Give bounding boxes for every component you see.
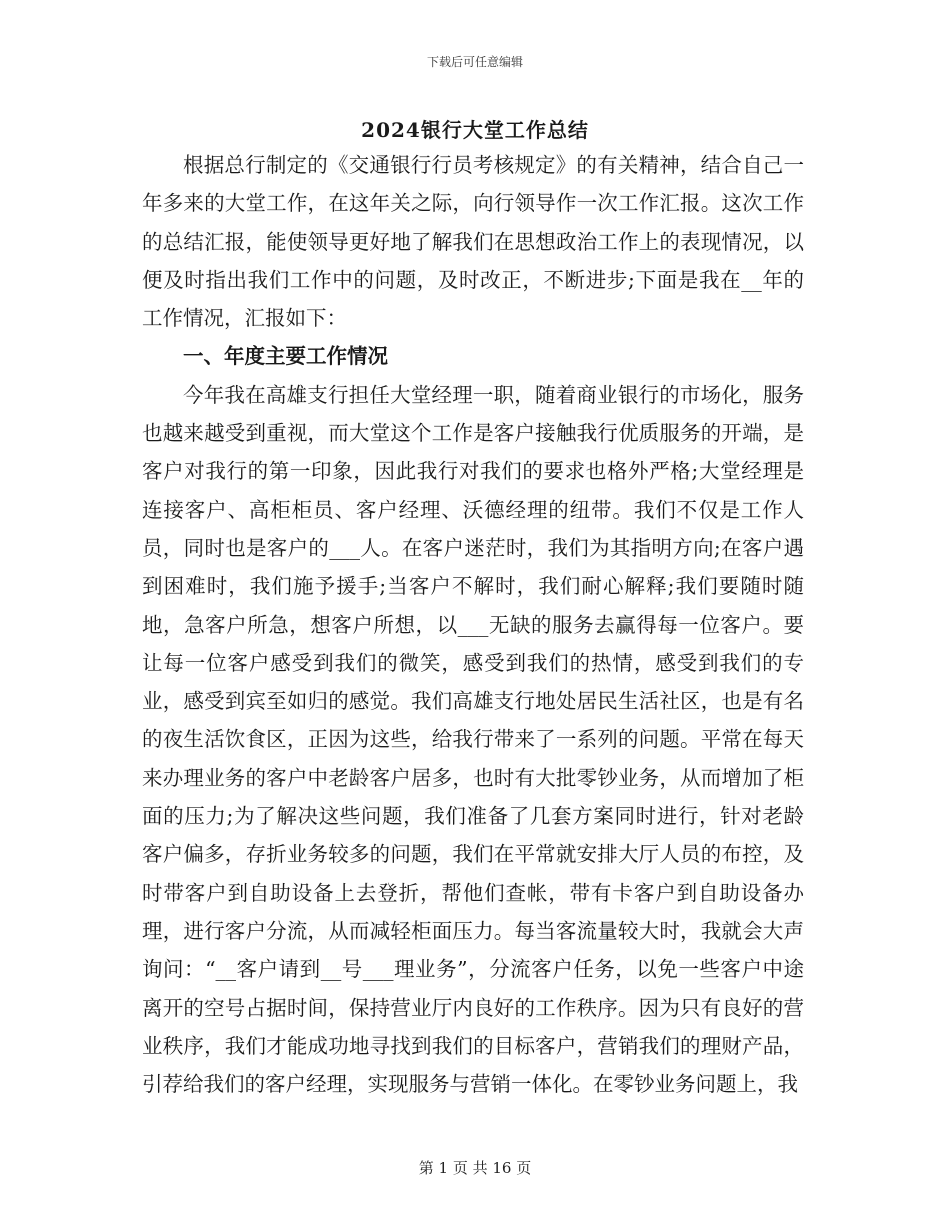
section-paragraph: 今年我在高雄支行担任大堂经理一职，随着商业银行的市场化，服务也越来越受到重视，而大堂这个工作是客户接触我行优质服务的开端，是客户对我行的第一印象，因此我行对我们的要求也格外严格;大堂经理是连接客户、高柜柜员、客户经理、沃德经理的纽带。我们不仅是工作人员，同时也是客户的___人。在客户迷茫时，我们为其指明方向;在客户遇到困难时，我们施予援手;当客户不解时，我们耐心解释;我们要随时随地，急客户所急，想客户所想，以___无缺的服务去赢得每一位客户。要让每一位客户感受到我们的微笑，感受到我们的热情，感受到我们的专业，感受到宾至如归的感觉。我们高雄支行地处居民生活社区，也是有名的夜生活饮食区，正因为这些，给我行带来了一系列的问题。平常在每天来办理业务的客户中老龄客户居多，也时有大批零钞业务，从而增加了柜面的压力;为了解决这些问题，我们准备了几套方案同时进行，针对老龄客户偏多，存折业务较多的问题，我们在平常就安排大厅人员的布控，及时带客户到自助设备上去登折，帮他们查帐，带有卡客户到自助设备办理，进行客户分流，从而减轻柜面压力。每当客流量较大时，我就会大声询问：“__客户请到__号___理业务”，分流客户任务，以免一些客户中途离开的空号占据时间，保持营业厅内良好的工作秩序。因为只有良好的营业秩序，我们才能成功地寻找到我们的目标客户，营销我们的理财产品，引荐给我们的客户经理，实现服务与营销一体化。在零钞业务问题上，我 [142,382,804,1097]
header-note: 下载后可任意编辑 [426,55,523,69]
page-number: 第 1 页 共 16 页 [418,1159,532,1177]
intro-paragraph: 根据总行制定的《交通银行行员考核规定》的有关精神，结合自己一年多来的大堂工作，在这年关之际，向行领导作一次工作汇报。这次工作的总结汇报，能使领导更好地了解我们在思想政治工作上的表现情况，以便及时指出我们工作中的问题，及时改正，不断进步;下面是我在__年的工作情况，汇报如下： [142,153,804,331]
section-heading: 一、年度主要工作情况 [183,344,388,369]
document-body [142,146,804,1103]
document-title: 2024银行大堂工作总结 [361,118,589,142]
